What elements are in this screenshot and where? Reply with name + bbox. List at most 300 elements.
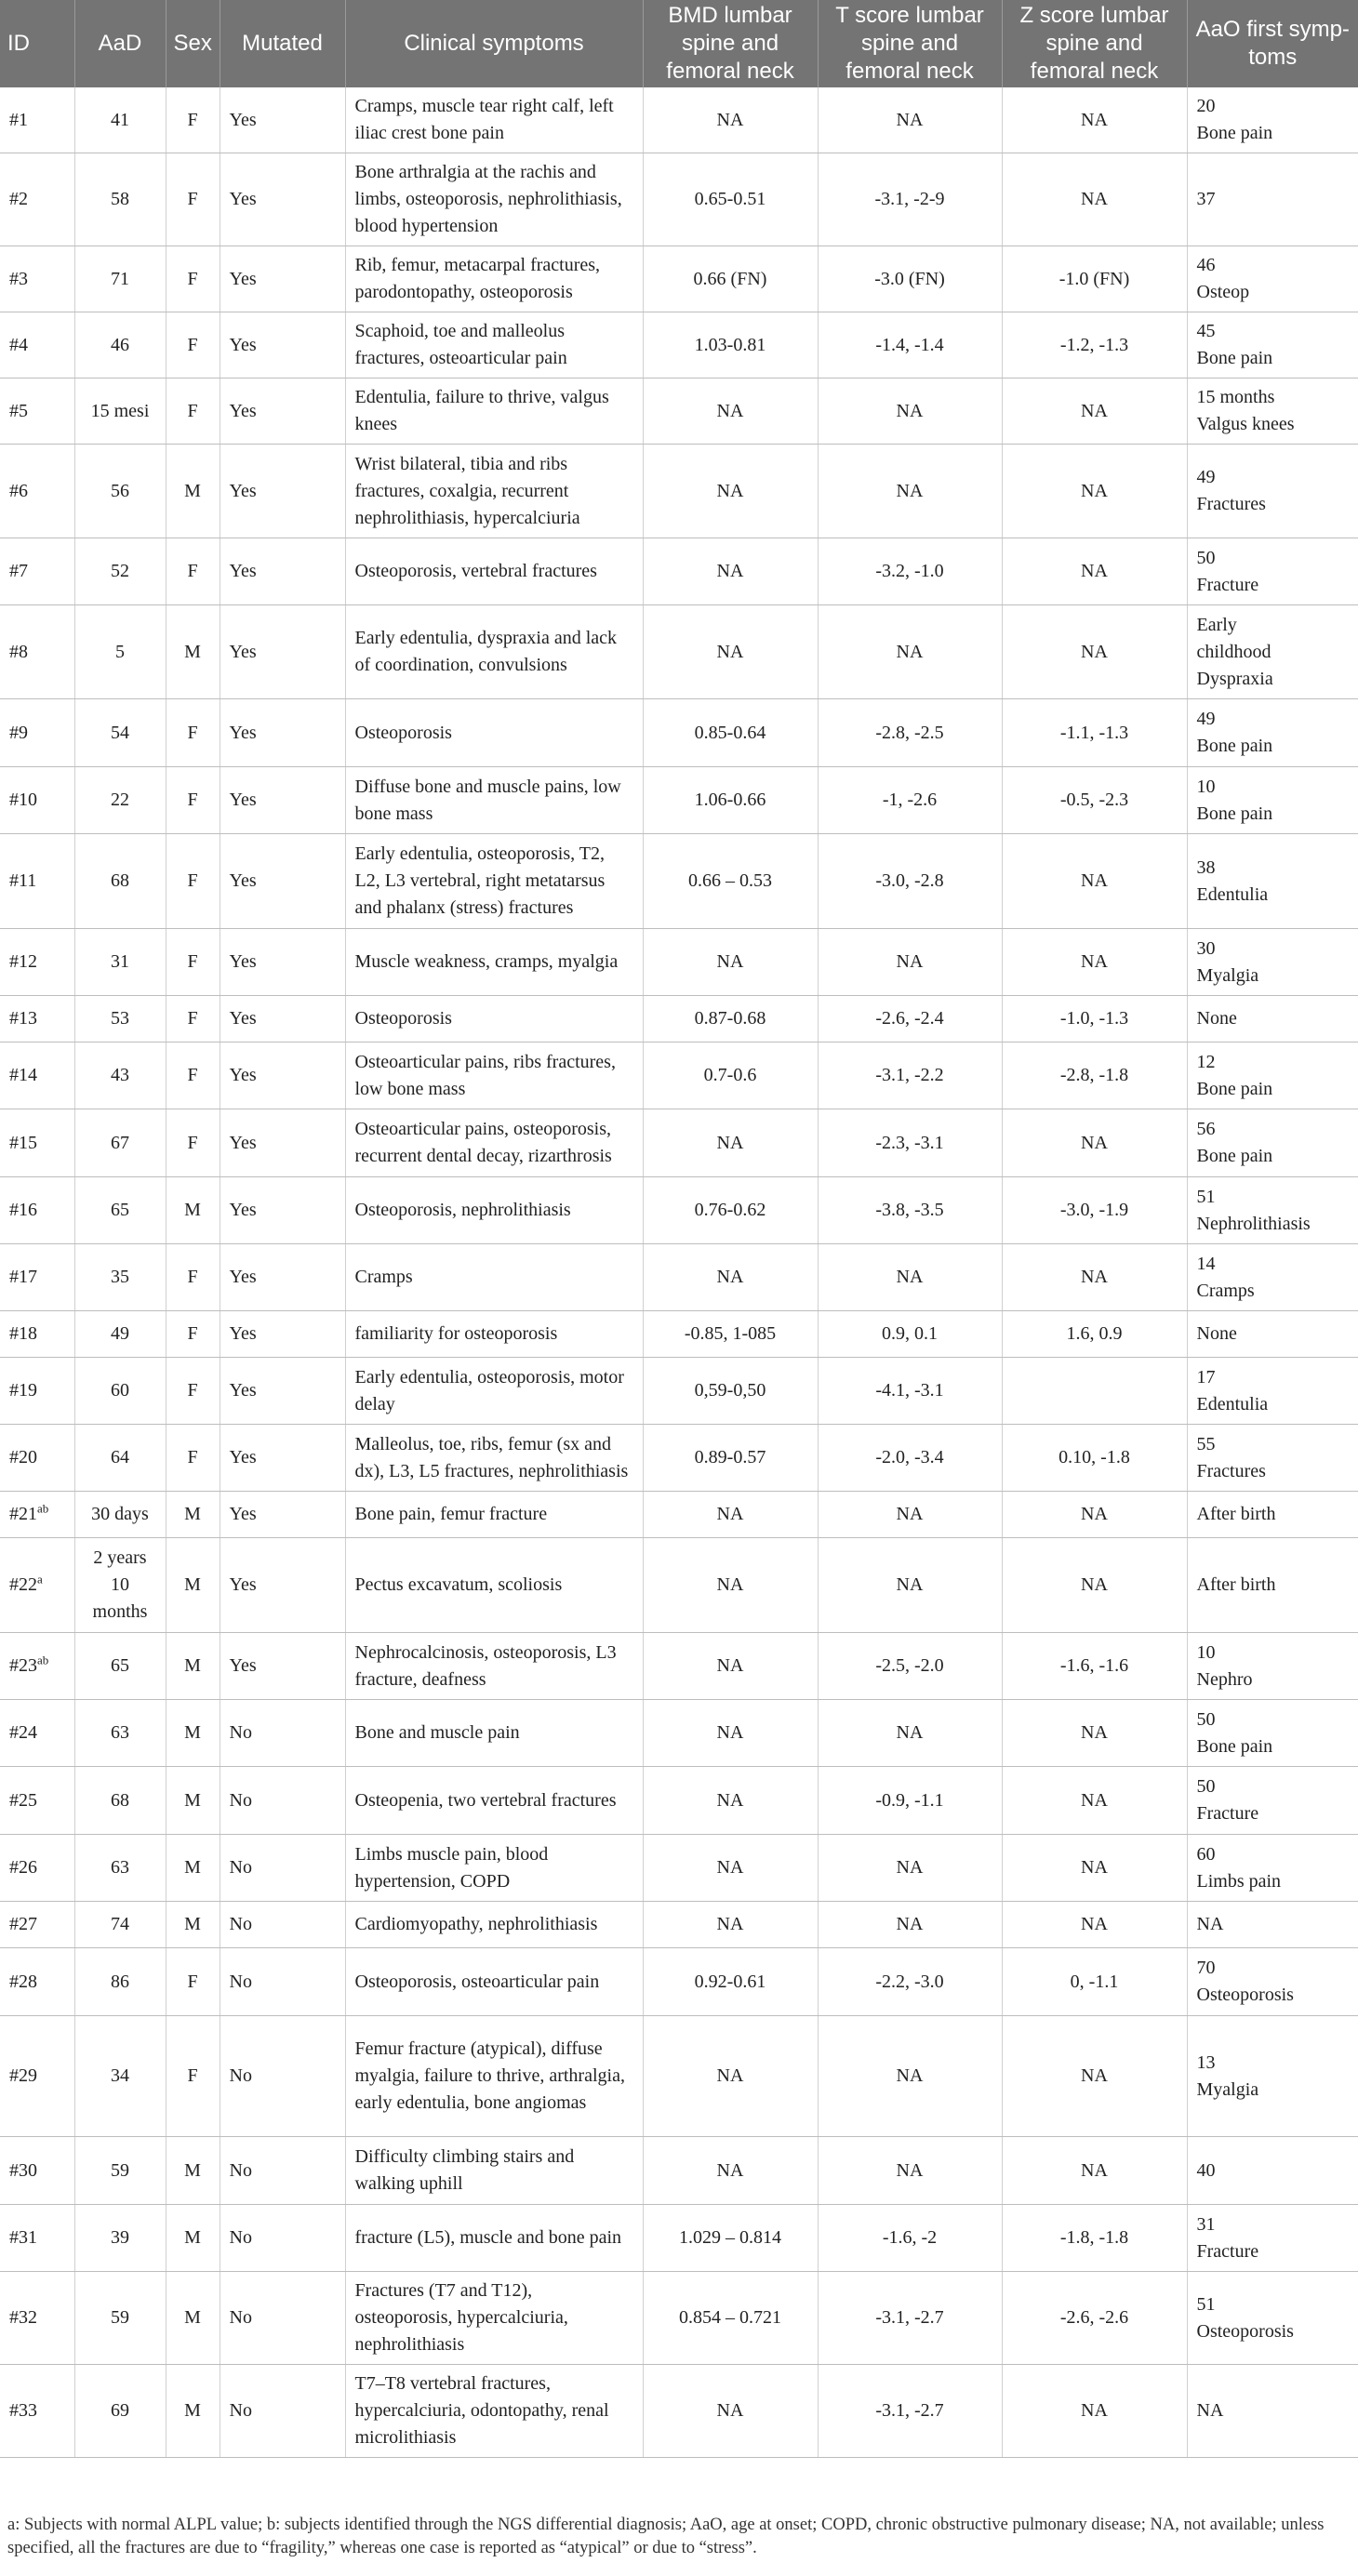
cell-id [0, 1492, 74, 1538]
cell-aao-line: Bone pain [1196, 348, 1273, 368]
cell-id-text: #20 [9, 1447, 37, 1467]
cell-mutated: Yes [220, 996, 345, 1042]
cell-id [0, 2016, 74, 2137]
table-header-row [0, 0, 1358, 87]
cell-id [0, 1358, 74, 1425]
cell-aao-line: NA [1196, 2400, 1224, 2421]
cell-aao [1187, 767, 1358, 834]
cell-t-score: NA [818, 445, 1002, 538]
cell-clinical-symptoms: Early edentulia, osteoporosis, motor delay [345, 1358, 643, 1425]
cell-id-text: #11 [9, 870, 37, 891]
header-t-score: T score lumbar spine and femoral neck [818, 0, 1002, 87]
cell-bmd: NA [643, 2016, 818, 2137]
cell-clinical-symptoms: Muscle weakness, cramps, myalgia [345, 929, 643, 996]
cell-sex: F [166, 1311, 220, 1358]
cell-id [0, 767, 74, 834]
cell-sex: M [166, 2272, 220, 2365]
cell-sex: M [166, 445, 220, 538]
cell-sex: M [166, 1538, 220, 1633]
cell-bmd: NA [643, 87, 818, 153]
cell-aao-line: Valgus knees [1196, 414, 1295, 434]
cell-z-score: -1.1, -1.3 [1002, 699, 1187, 767]
cell-z-score: -2.6, -2.6 [1002, 2272, 1187, 2365]
cell-bmd: 0.7-0.6 [643, 1042, 818, 1109]
cell-aao-line: Myalgia [1196, 964, 1259, 986]
cell-t-score: -1, -2.6 [818, 767, 1002, 834]
cell-aao-line: Dyspraxia [1196, 668, 1273, 689]
cell-aao [1187, 1538, 1358, 1633]
cell-clinical-symptoms: Difficulty climbing stairs and walking uphill [345, 2137, 643, 2205]
cell-aao-line: 55 [1196, 1433, 1216, 1454]
cell-t-score: -3.8, -3.5 [818, 1177, 1002, 1244]
cell-bmd: 0.66 (FN) [643, 246, 818, 312]
cell-clinical-symptoms: Osteoporosis, vertebral fractures [345, 538, 643, 605]
cell-aao-line: 56 [1196, 1119, 1216, 1139]
table-row [0, 767, 1358, 834]
cell-z-score: -1.2, -1.3 [1002, 312, 1187, 378]
table-row [0, 605, 1358, 699]
cell-clinical-symptoms: Fractures (T7 and T12), osteoporosis, hypercalciuria, nephrolithiasis [345, 2272, 643, 2365]
cell-aao-line: 46 [1196, 255, 1216, 275]
cell-bmd: NA [643, 445, 818, 538]
cell-clinical-symptoms: Cramps, muscle tear right calf, left iliac crest bone pain [345, 87, 643, 153]
cell-bmd: NA [643, 1633, 818, 1700]
cell-aad: 30 days [74, 1492, 166, 1538]
cell-t-score: NA [818, 1538, 1002, 1633]
cell-bmd: 0.89-0.57 [643, 1425, 818, 1492]
cell-sex: M [166, 1700, 220, 1767]
cell-z-score: NA [1002, 929, 1187, 996]
cell-id-text: #28 [9, 1971, 37, 1992]
table-row [0, 1358, 1358, 1425]
cell-bmd: 0.85-0.64 [643, 699, 818, 767]
cell-id-text: #5 [9, 400, 28, 421]
cell-aao-line: 17 [1196, 1366, 1216, 1388]
cell-aao-line: 10 [1196, 1641, 1216, 1663]
cell-bmd: 0.854 – 0.721 [643, 2272, 818, 2365]
cell-bmd: 1.03-0.81 [643, 312, 818, 378]
cell-id [0, 605, 74, 699]
cell-t-score: -2.0, -3.4 [818, 1425, 1002, 1492]
cell-clinical-symptoms: Osteoporosis [345, 996, 643, 1042]
cell-id [0, 1538, 74, 1633]
cell-z-score: -1.6, -1.6 [1002, 1633, 1187, 1700]
cell-sex: F [166, 1358, 220, 1425]
cell-aao-line: 40 [1196, 2159, 1216, 2181]
cell-mutated: Yes [220, 699, 345, 767]
cell-aao [1187, 1425, 1358, 1492]
cell-bmd: NA [643, 929, 818, 996]
cell-id [0, 1042, 74, 1109]
cell-aad: 59 [74, 2272, 166, 2365]
cell-aao [1187, 2205, 1358, 2272]
header-bmd: BMD lumbar spine and femoral neck [643, 0, 818, 87]
cell-aao-line: None [1196, 1323, 1237, 1344]
cell-id-text: #33 [9, 2400, 37, 2421]
cell-id-text: #23 [9, 1655, 37, 1676]
cell-aao [1187, 445, 1358, 538]
cell-aad: 35 [74, 1244, 166, 1311]
table-row [0, 699, 1358, 767]
cell-aao-line: 49 [1196, 709, 1216, 729]
cell-aad: 54 [74, 699, 166, 767]
cell-aad: 74 [74, 1902, 166, 1948]
cell-t-score: 0.9, 0.1 [818, 1311, 1002, 1358]
cell-mutated: No [220, 2272, 345, 2365]
cell-aao [1187, 1700, 1358, 1767]
cell-mutated: No [220, 1948, 345, 2016]
cell-clinical-symptoms: Edentulia, failure to thrive, valgus knees [345, 378, 643, 445]
cell-aao-line: Cramps [1196, 1280, 1255, 1301]
cell-mutated: Yes [220, 1538, 345, 1633]
cell-sex: M [166, 2137, 220, 2205]
cell-z-score: NA [1002, 1492, 1187, 1538]
cell-sex: M [166, 1902, 220, 1948]
cell-id [0, 1633, 74, 1700]
cell-t-score: -1.6, -2 [818, 2205, 1002, 2272]
cell-mutated: Yes [220, 1492, 345, 1538]
cell-mutated: No [220, 2205, 345, 2272]
cell-t-score: -2.8, -2.5 [818, 699, 1002, 767]
cell-id [0, 2272, 74, 2365]
cell-id [0, 153, 74, 246]
cell-aad: 5 [74, 605, 166, 699]
cell-z-score: NA [1002, 1109, 1187, 1177]
cell-aao [1187, 1835, 1358, 1902]
cell-id [0, 996, 74, 1042]
cell-z-score: 0.10, -1.8 [1002, 1425, 1187, 1492]
table-row [0, 246, 1358, 312]
table-row [0, 1425, 1358, 1492]
cell-clinical-symptoms: familiarity for osteoporosis [345, 1311, 643, 1358]
cell-mutated: Yes [220, 1633, 345, 1700]
cell-id-text: #19 [9, 1380, 37, 1401]
cell-aad: 71 [74, 246, 166, 312]
cell-aao-line: Bone pain [1196, 1735, 1273, 1757]
cell-t-score: NA [818, 2137, 1002, 2205]
cell-id [0, 312, 74, 378]
cell-clinical-symptoms: Bone and muscle pain [345, 1700, 643, 1767]
cell-aao [1187, 1948, 1358, 2016]
cell-id-text: #25 [9, 1789, 37, 1811]
cell-mutated: Yes [220, 246, 345, 312]
table-row [0, 538, 1358, 605]
cell-t-score: NA [818, 378, 1002, 445]
cell-aad: 58 [74, 153, 166, 246]
cell-bmd: 0.66 – 0.53 [643, 834, 818, 929]
cell-sex: F [166, 1948, 220, 2016]
cell-id-text: #21 [9, 1504, 37, 1524]
cell-aao-line: 37 [1196, 189, 1216, 209]
cell-aao-line: Fractures [1196, 1460, 1266, 1481]
cell-aao [1187, 834, 1358, 929]
cell-aad: 15 mesi [74, 378, 166, 445]
cell-id-text: #29 [9, 2065, 37, 2086]
table-row [0, 1835, 1358, 1902]
cell-aao-line: 14 [1196, 1253, 1216, 1274]
table-row [0, 1244, 1358, 1311]
table-row [0, 1948, 1358, 2016]
cell-aao-line: Bone pain [1196, 736, 1273, 756]
cell-mutated: Yes [220, 538, 345, 605]
cell-aao-line: 20 [1196, 96, 1216, 116]
cell-id-text: #9 [9, 722, 28, 743]
cell-aao [1187, 1109, 1358, 1177]
cell-t-score: NA [818, 605, 1002, 699]
cell-id-text: #3 [9, 268, 28, 289]
cell-z-score: NA [1002, 1700, 1187, 1767]
cell-t-score: -2.5, -2.0 [818, 1633, 1002, 1700]
cell-id [0, 1835, 74, 1902]
cell-aao-line: Myalgia [1196, 2078, 1259, 2100]
cell-aad: 63 [74, 1700, 166, 1767]
cell-sex: F [166, 246, 220, 312]
cell-bmd: NA [643, 1835, 818, 1902]
cell-z-score: NA [1002, 1244, 1187, 1311]
cell-id [0, 1767, 74, 1835]
table-row [0, 1538, 1358, 1633]
cell-bmd: 0.65-0.51 [643, 153, 818, 246]
cell-aao [1187, 312, 1358, 378]
cell-aao [1187, 2137, 1358, 2205]
cell-sex: F [166, 538, 220, 605]
cell-z-score: NA [1002, 1767, 1187, 1835]
cell-clinical-symptoms: Bone arthralgia at the rachis and limbs, osteoporosis, nephrolithiasis, blood hypertension [345, 153, 643, 246]
cell-id [0, 246, 74, 312]
cell-z-score: NA [1002, 445, 1187, 538]
table-row [0, 1902, 1358, 1948]
cell-bmd: 0,59-0,50 [643, 1358, 818, 1425]
header-id: ID [0, 0, 74, 87]
cell-sex: F [166, 1244, 220, 1311]
cell-aao [1187, 2272, 1358, 2365]
cell-id-text: #18 [9, 1323, 37, 1344]
cell-bmd: NA [643, 538, 818, 605]
cell-t-score: -3.1, -2.7 [818, 2365, 1002, 2458]
cell-aao-line: 51 [1196, 1186, 1216, 1207]
cell-aad: 2 years 10 months [74, 1538, 166, 1633]
cell-clinical-symptoms: Cramps [345, 1244, 643, 1311]
cell-aad: 60 [74, 1358, 166, 1425]
cell-mutated: Yes [220, 153, 345, 246]
cell-z-score: NA [1002, 153, 1187, 246]
cell-sex: M [166, 1767, 220, 1835]
cell-aao [1187, 699, 1358, 767]
cell-z-score: -1.0, -1.3 [1002, 996, 1187, 1042]
table-row [0, 996, 1358, 1042]
cell-t-score: NA [818, 929, 1002, 996]
cell-sex: F [166, 1425, 220, 1492]
cell-clinical-symptoms: T7–T8 vertebral fractures, hypercalciuria, odontopathy, renal microlithiasis [345, 2365, 643, 2458]
cell-t-score: -0.9, -1.1 [818, 1767, 1002, 1835]
footnote-marker: a [37, 1572, 43, 1587]
cell-aao-line: 30 [1196, 937, 1216, 959]
cell-id-text: #7 [9, 561, 28, 581]
cell-bmd: NA [643, 1700, 818, 1767]
cell-clinical-symptoms: Early edentulia, osteoporosis, T2, L2, L3 vertebral, right metatarsus and phalanx (stress) fractures [345, 834, 643, 929]
cell-clinical-symptoms: Scaphoid, toe and malleolus fractures, osteoarticular pain [345, 312, 643, 378]
cell-id-text: #32 [9, 2307, 37, 2328]
cell-clinical-symptoms: Diffuse bone and muscle pains, low bone mass [345, 767, 643, 834]
cell-sex: M [166, 2205, 220, 2272]
cell-z-score: NA [1002, 2137, 1187, 2205]
cell-sex: F [166, 1042, 220, 1109]
table-row [0, 1311, 1358, 1358]
cell-aao-line: 49 [1196, 467, 1216, 487]
cell-clinical-symptoms: Osteoporosis [345, 699, 643, 767]
cell-sex: F [166, 1109, 220, 1177]
cell-aao [1187, 1177, 1358, 1244]
cell-aad: 67 [74, 1109, 166, 1177]
cell-bmd: NA [643, 2365, 818, 2458]
cell-aao-line: Bone pain [1196, 123, 1273, 143]
cell-aao [1187, 153, 1358, 246]
cell-clinical-symptoms: Bone pain, femur fracture [345, 1492, 643, 1538]
cell-bmd: NA [643, 378, 818, 445]
cell-mutated: No [220, 2016, 345, 2137]
cell-aao [1187, 1633, 1358, 1700]
cell-aao-line: 50 [1196, 1776, 1216, 1797]
cell-z-score: NA [1002, 1538, 1187, 1633]
table-row [0, 378, 1358, 445]
cell-mutated: Yes [220, 1177, 345, 1244]
cell-sex: F [166, 378, 220, 445]
cell-clinical-symptoms: Wrist bilateral, tibia and ribs fractures, coxalgia, recurrent nephrolithiasis, hypercalciuria [345, 445, 643, 538]
footnote-marker: ab [37, 1653, 49, 1667]
cell-aad: 41 [74, 87, 166, 153]
cell-mutated: No [220, 1835, 345, 1902]
cell-aao [1187, 2016, 1358, 2137]
cell-t-score: -3.1, -2.2 [818, 1042, 1002, 1109]
cell-aao-line: Osteoporosis [1196, 1985, 1294, 2005]
cell-id [0, 1311, 74, 1358]
cell-mutated: Yes [220, 767, 345, 834]
cell-z-score: -1.0 (FN) [1002, 246, 1187, 312]
cell-id [0, 2137, 74, 2205]
cell-aao-line: None [1196, 1008, 1237, 1029]
cell-id [0, 87, 74, 153]
cell-t-score: -3.1, -2.7 [818, 2272, 1002, 2365]
cell-sex: M [166, 1177, 220, 1244]
cell-aad: 49 [74, 1311, 166, 1358]
cell-mutated: Yes [220, 378, 345, 445]
header-aad: AaD [74, 0, 166, 87]
cell-mutated: Yes [220, 605, 345, 699]
cell-t-score: -2.2, -3.0 [818, 1948, 1002, 2016]
cell-bmd: 0.87-0.68 [643, 996, 818, 1042]
cell-z-score [1002, 1358, 1187, 1425]
cell-id [0, 834, 74, 929]
header-z-score: Z score lumbar spine and femoral neck [1002, 0, 1187, 87]
cell-clinical-symptoms: Nephrocalcinosis, osteoporosis, L3 fracture, deafness [345, 1633, 643, 1700]
cell-clinical-symptoms: Early edentulia, dyspraxia and lack of coordination, convulsions [345, 605, 643, 699]
cell-z-score: NA [1002, 605, 1187, 699]
cell-sex: F [166, 834, 220, 929]
cell-aad: 68 [74, 834, 166, 929]
cell-aao-line: 13 [1196, 2052, 1216, 2073]
table-row [0, 1700, 1358, 1767]
cell-aao-line: Osteoporosis [1196, 2320, 1294, 2342]
cell-aao-line: Limbs pain [1196, 1870, 1282, 1892]
cell-mutated: No [220, 1902, 345, 1948]
cell-aao-line: childhood [1196, 641, 1271, 662]
cell-id [0, 445, 74, 538]
cell-mutated: Yes [220, 1244, 345, 1311]
cell-sex: F [166, 153, 220, 246]
cell-mutated: No [220, 2365, 345, 2458]
cell-z-score: NA [1002, 834, 1187, 929]
table-row [0, 1633, 1358, 1700]
cell-sex: M [166, 1492, 220, 1538]
cell-id-text: #17 [9, 1267, 37, 1287]
cell-id-text: #26 [9, 1857, 37, 1878]
cell-t-score: NA [818, 2016, 1002, 2137]
cell-bmd: NA [643, 2137, 818, 2205]
cell-id [0, 378, 74, 445]
cell-z-score: 1.6, 0.9 [1002, 1311, 1187, 1358]
cell-z-score: 0, -1.1 [1002, 1948, 1187, 2016]
cell-id-text: #22 [9, 1574, 37, 1595]
table-row [0, 1492, 1358, 1538]
cell-aao-line: Fracture [1196, 574, 1259, 595]
cell-aao-line: 70 [1196, 1958, 1216, 1978]
cell-z-score: NA [1002, 1835, 1187, 1902]
cell-bmd: 1.029 – 0.814 [643, 2205, 818, 2272]
table-row [0, 87, 1358, 153]
cell-mutated: Yes [220, 1358, 345, 1425]
cell-t-score: NA [818, 1492, 1002, 1538]
table-row [0, 312, 1358, 378]
cell-id-text: #1 [9, 109, 28, 130]
cell-aad: 22 [74, 767, 166, 834]
cell-t-score: -3.0, -2.8 [818, 834, 1002, 929]
cell-id [0, 1948, 74, 2016]
cell-clinical-symptoms: Rib, femur, metacarpal fractures, parodontopathy, osteoporosis [345, 246, 643, 312]
cell-t-score: -3.0 (FN) [818, 246, 1002, 312]
cell-aao [1187, 538, 1358, 605]
cell-id [0, 1109, 74, 1177]
cell-aao-line: 45 [1196, 321, 1216, 341]
cell-t-score: -2.3, -3.1 [818, 1109, 1002, 1177]
cell-aao-line: 12 [1196, 1051, 1216, 1072]
cell-sex: F [166, 312, 220, 378]
cell-bmd: -0.85, 1-085 [643, 1311, 818, 1358]
cell-id [0, 1244, 74, 1311]
cell-id-text: #14 [9, 1065, 37, 1085]
cell-aao [1187, 1244, 1358, 1311]
table-footnote: a: Subjects with normal ALPL value; b: subjects identified through the NGS differential diagnosis; AaO, age at onset; COPD, chronic obstructive pulmonary disease; NA, not available; unless specified, all the fractures are due to “fragility,” whereas one case is reported as “atypical” or due to “stress”. [7, 2516, 1325, 2557]
table-row [0, 2137, 1358, 2205]
cell-aao [1187, 996, 1358, 1042]
cell-aao [1187, 1492, 1358, 1538]
table-row [0, 2016, 1358, 2137]
header-aao: AaO first symp-toms [1187, 0, 1358, 87]
cell-id-text: #27 [9, 1914, 37, 1934]
cell-aad: 65 [74, 1633, 166, 1700]
header-mutated: Mutated [220, 0, 345, 87]
cell-bmd: NA [643, 1244, 818, 1311]
cell-id [0, 2205, 74, 2272]
cell-z-score: -0.5, -2.3 [1002, 767, 1187, 834]
cell-t-score: NA [818, 1835, 1002, 1902]
cell-id-text: #12 [9, 951, 37, 972]
cell-aao [1187, 1311, 1358, 1358]
cell-aad: 43 [74, 1042, 166, 1109]
cell-id [0, 2365, 74, 2458]
table-row [0, 1177, 1358, 1244]
cell-bmd: NA [643, 1902, 818, 1948]
cell-t-score: -2.6, -2.4 [818, 996, 1002, 1042]
